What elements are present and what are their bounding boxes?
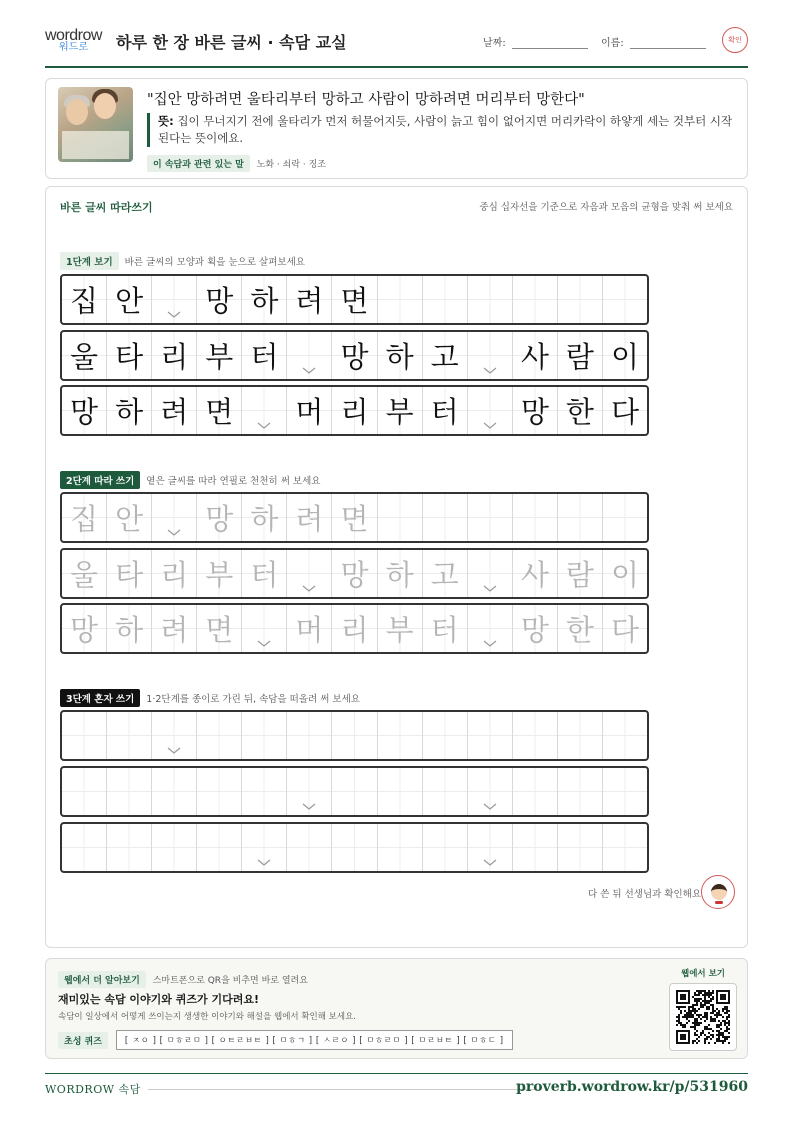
grid-cell[interactable] — [603, 824, 647, 871]
writing-row[interactable] — [60, 603, 649, 654]
glyph: 사 — [520, 558, 549, 592]
grid-cell[interactable] — [152, 550, 197, 597]
stage3-tag: 3단계 혼자 쓰기 — [60, 689, 140, 707]
qr-label: 웹에서 보기 — [681, 969, 726, 979]
glyph: 리 — [160, 558, 189, 592]
glyph: 려 — [160, 613, 189, 647]
grid-cell — [378, 276, 423, 323]
grid-cell[interactable] — [287, 605, 332, 652]
grid-cell[interactable] — [107, 550, 152, 597]
glyph: 리 — [160, 340, 189, 374]
name-field[interactable] — [601, 34, 706, 49]
glyph: 사 — [520, 340, 549, 374]
glyph: 하 — [385, 558, 414, 592]
grid-cell — [287, 276, 332, 323]
glyph: 이 — [610, 340, 639, 374]
glyph: 하 — [250, 284, 279, 318]
proverb-meaning — [147, 113, 737, 147]
space-mark-icon — [483, 803, 497, 811]
quiz-box: [ ㅈㅇ ] [ ㅁㅎㄹㅁ ] [ ㅇㅌㄹㅂㅌ ] [ ㅁㅎㄱ ] [ ㅅㄹㅇ ] [ ㅁㅎㄹㅁ ] [ ㅁㄹㅂㅌ ] [ ㅁㅎㄷ ] — [116, 1030, 513, 1050]
glyph: 리 — [340, 395, 369, 429]
grid-cell[interactable] — [287, 494, 332, 541]
glyph: 람 — [565, 558, 594, 592]
grid-cell[interactable] — [62, 494, 107, 541]
grid-cell[interactable] — [423, 712, 468, 759]
glyph: 망 — [70, 613, 99, 647]
grid-cell[interactable] — [378, 768, 423, 815]
space-mark-icon — [483, 859, 497, 867]
grid-cell[interactable] — [513, 824, 558, 871]
grid-cell — [378, 387, 423, 434]
date-field[interactable] — [483, 34, 588, 49]
writing-row[interactable] — [60, 548, 649, 599]
glyph: 울 — [70, 558, 99, 592]
grid-cell[interactable] — [242, 768, 287, 815]
grid-cell[interactable] — [423, 494, 468, 541]
grid-cell[interactable] — [513, 550, 558, 597]
grid-cell — [332, 332, 377, 379]
glyph: 하 — [115, 395, 144, 429]
date-line[interactable] — [512, 37, 588, 49]
stage1-desc: 바른 글씨의 모양과 획을 눈으로 살펴보세요 — [124, 257, 305, 268]
glyph: 려 — [295, 502, 324, 536]
stage1-tag: 1단계 보기 — [60, 252, 119, 270]
writing-row — [60, 385, 649, 436]
writing-row[interactable] — [60, 710, 649, 761]
glyph: 한 — [565, 613, 594, 647]
grid-cell[interactable] — [107, 494, 152, 541]
page-header — [45, 22, 748, 68]
grid-cell[interactable] — [197, 712, 242, 759]
name-line[interactable] — [630, 37, 706, 49]
grid-cell — [468, 276, 513, 323]
grid-cell — [62, 387, 107, 434]
writing-row[interactable] — [60, 492, 649, 543]
stage2-desc: 옅은 글씨를 따라 연필로 천천히 써 보세요 — [146, 476, 321, 487]
footer-divider — [148, 1089, 540, 1090]
web-tag: 웹에서 더 알아보기 — [58, 971, 146, 988]
glyph: 망 — [520, 395, 549, 429]
grid-cell[interactable] — [332, 605, 377, 652]
grid-cell — [603, 332, 647, 379]
footer-brand: WORDROW 속담 — [45, 1083, 141, 1096]
grid-cell[interactable] — [332, 494, 377, 541]
grid-cell[interactable] — [558, 605, 603, 652]
proverb-title: "집안 망하려면 울타리부터 망하고 사람이 망하려면 머리부터 망한다" — [147, 92, 585, 108]
writing-row[interactable] — [60, 822, 649, 873]
grid-cell — [242, 332, 287, 379]
grid-cell[interactable] — [423, 768, 468, 815]
space-mark-icon — [483, 367, 497, 375]
check-note: 다 쓴 뒤 선생님과 확인해요 — [588, 889, 702, 900]
glyph: 망 — [70, 395, 99, 429]
grid-cell[interactable] — [62, 712, 107, 759]
grid-cell — [242, 276, 287, 323]
glyph: 면 — [205, 613, 234, 647]
grid-cell — [152, 276, 197, 323]
grid-cell[interactable] — [513, 605, 558, 652]
grid-cell[interactable] — [197, 824, 242, 871]
proverb-illustration — [58, 87, 133, 162]
glyph: 머 — [295, 613, 324, 647]
writing-row — [60, 274, 649, 325]
related-row — [147, 155, 326, 172]
glyph: 집 — [70, 502, 99, 536]
proverb-card — [45, 78, 748, 179]
glyph: 터 — [430, 613, 459, 647]
grid-cell[interactable] — [62, 550, 107, 597]
grid-cell[interactable] — [287, 768, 332, 815]
glyph: 터 — [430, 395, 459, 429]
quiz-label: 초성 퀴즈 — [58, 1032, 108, 1049]
grid-cell[interactable] — [107, 768, 152, 815]
grid-cell[interactable] — [197, 605, 242, 652]
worksheet-title: 하루 한 장 바른 글씨 · 속담 교실 — [116, 33, 347, 52]
glyph: 부 — [385, 395, 414, 429]
stage3-desc: 1·2단계를 종이로 가린 뒤, 속담을 떠올려 써 보세요 — [146, 694, 360, 705]
check-stamp — [722, 27, 748, 53]
grid-cell[interactable] — [242, 712, 287, 759]
grid-cell — [107, 387, 152, 434]
grid-cell[interactable] — [107, 712, 152, 759]
glyph: 망 — [205, 502, 234, 536]
footer-rule — [45, 1073, 748, 1074]
grid-cell[interactable] — [603, 605, 647, 652]
glyph: 망 — [520, 613, 549, 647]
grid-cell[interactable] — [513, 712, 558, 759]
grid-cell[interactable] — [197, 768, 242, 815]
web-info-card — [45, 958, 748, 1059]
grid-cell — [107, 276, 152, 323]
glyph: 고 — [430, 340, 459, 374]
grid-cell[interactable] — [423, 605, 468, 652]
grid-cell — [62, 332, 107, 379]
grid-cell — [152, 387, 197, 434]
logo-wordmark: wordrow — [45, 27, 102, 44]
grid-cell[interactable] — [152, 494, 197, 541]
space-mark-icon — [483, 585, 497, 593]
grid-cell — [423, 387, 468, 434]
grid-cell[interactable] — [378, 494, 423, 541]
grid-cell[interactable] — [62, 605, 107, 652]
glyph: 망 — [340, 340, 369, 374]
grid-cell — [152, 332, 197, 379]
space-mark-icon — [167, 747, 181, 755]
meaning-label: 뜻: — [158, 114, 174, 128]
writing-row — [60, 330, 649, 381]
grid-cell — [287, 332, 332, 379]
grid-cell[interactable] — [603, 712, 647, 759]
grid-cell[interactable] — [603, 550, 647, 597]
grid-cell[interactable] — [62, 768, 107, 815]
grid-cell — [513, 387, 558, 434]
glyph: 안 — [115, 284, 144, 318]
grid-cell[interactable] — [468, 824, 513, 871]
space-mark-icon — [483, 640, 497, 648]
space-mark-icon — [167, 529, 181, 537]
grid-cell[interactable] — [558, 494, 603, 541]
practice-note: 중심 십자선을 기준으로 자음과 모음의 균형을 맞춰 써 보세요 — [479, 202, 733, 213]
grid-cell[interactable] — [423, 824, 468, 871]
grid-cell[interactable] — [242, 494, 287, 541]
grid-cell — [197, 276, 242, 323]
grid-cell[interactable] — [378, 824, 423, 871]
glyph: 망 — [205, 284, 234, 318]
grid-cell — [378, 332, 423, 379]
space-mark-icon — [257, 859, 271, 867]
stage1-header — [60, 252, 305, 270]
glyph: 다 — [610, 613, 639, 647]
glyph: 리 — [340, 613, 369, 647]
grid-cell — [558, 387, 603, 434]
grid-cell[interactable] — [513, 494, 558, 541]
stage3-header — [60, 689, 360, 707]
grid-cell — [513, 332, 558, 379]
grid-cell[interactable] — [152, 605, 197, 652]
grid-cell[interactable] — [468, 768, 513, 815]
grid-cell[interactable] — [423, 550, 468, 597]
space-mark-icon — [483, 422, 497, 430]
glyph: 면 — [340, 284, 369, 318]
grid-cell — [242, 387, 287, 434]
web-tag-row — [58, 971, 308, 988]
grid-cell — [468, 332, 513, 379]
glyph: 터 — [250, 558, 279, 592]
grid-cell — [423, 332, 468, 379]
glyph: 하 — [385, 340, 414, 374]
grid-cell[interactable] — [332, 768, 377, 815]
space-mark-icon — [167, 311, 181, 319]
grid-cell — [287, 387, 332, 434]
grid-cell[interactable] — [468, 712, 513, 759]
name-label: 이름: — [601, 38, 624, 49]
grid-cell — [107, 332, 152, 379]
date-label: 날짜: — [483, 38, 506, 49]
glyph: 터 — [250, 340, 279, 374]
grid-cell[interactable] — [242, 550, 287, 597]
glyph: 면 — [340, 502, 369, 536]
grid-cell[interactable] — [62, 824, 107, 871]
glyph: 집 — [70, 284, 99, 318]
grid-cell — [603, 276, 647, 323]
glyph: 부 — [205, 558, 234, 592]
stage2-header — [60, 471, 320, 489]
grid-cell[interactable] — [513, 768, 558, 815]
grid-cell[interactable] — [197, 550, 242, 597]
grid-cell[interactable] — [468, 605, 513, 652]
grid-cell — [468, 387, 513, 434]
teacher-stamp-icon — [701, 875, 735, 909]
grid-cell — [62, 276, 107, 323]
grid-cell[interactable] — [107, 824, 152, 871]
grid-cell[interactable] — [468, 494, 513, 541]
stamp-text: 확인 — [728, 36, 742, 44]
meaning-text: 집이 무너지기 전에 울타리가 먼저 허물어지듯, 사람이 늙고 힘이 없어지면 머리카락이 하얗게 세는 것부터 시작된다는 뜻이에요. — [158, 114, 733, 145]
grid-cell[interactable] — [152, 768, 197, 815]
space-mark-icon — [302, 803, 316, 811]
grid-cell — [197, 332, 242, 379]
glyph: 울 — [70, 340, 99, 374]
grid-cell[interactable] — [332, 824, 377, 871]
grid-cell[interactable] — [558, 550, 603, 597]
grid-cell[interactable] — [107, 605, 152, 652]
grid-cell — [332, 276, 377, 323]
glyph: 타 — [115, 558, 144, 592]
grid-cell — [332, 387, 377, 434]
glyph: 안 — [115, 502, 144, 536]
glyph: 머 — [295, 395, 324, 429]
writing-row[interactable] — [60, 766, 649, 817]
glyph: 하 — [115, 613, 144, 647]
grid-cell — [558, 276, 603, 323]
grid-cell[interactable] — [558, 824, 603, 871]
grid-cell — [197, 387, 242, 434]
space-mark-icon — [302, 367, 316, 375]
grid-cell[interactable] — [152, 824, 197, 871]
glyph: 한 — [565, 395, 594, 429]
grid-cell[interactable] — [332, 550, 377, 597]
grid-cell[interactable] — [197, 494, 242, 541]
grid-cell — [558, 332, 603, 379]
grid-cell[interactable] — [242, 824, 287, 871]
glyph: 하 — [250, 502, 279, 536]
glyph: 려 — [295, 284, 324, 318]
grid-cell[interactable] — [332, 712, 377, 759]
glyph: 망 — [340, 558, 369, 592]
footer-url[interactable]: proverb.wordrow.kr/p/531960 — [516, 1079, 748, 1095]
qr-svg — [676, 990, 730, 1044]
space-mark-icon — [302, 585, 316, 593]
stage2-tag: 2단계 따라 쓰기 — [60, 471, 140, 489]
grid-cell[interactable] — [287, 550, 332, 597]
grid-cell[interactable] — [378, 605, 423, 652]
web-headline: 재미있는 속담 이야기와 퀴즈가 기다려요! — [58, 993, 259, 1006]
glyph: 타 — [115, 340, 144, 374]
grid-cell[interactable] — [287, 824, 332, 871]
wordrow-logo — [45, 28, 107, 58]
web-desc: 속담이 일상에서 어떻게 쓰이는지 생생한 이야기와 해설을 웹에서 확인해 보세요. — [58, 1012, 356, 1022]
related-tag: 이 속담과 관련 있는 말 — [147, 155, 250, 172]
grid-cell — [603, 387, 647, 434]
grid-cell[interactable] — [603, 768, 647, 815]
grid-cell — [423, 276, 468, 323]
glyph: 고 — [430, 558, 459, 592]
practice-title: 바른 글씨 따라쓰기 — [60, 201, 153, 214]
web-tag-sub: 스마트폰으로 QR을 비추면 바로 열려요 — [152, 976, 308, 986]
space-mark-icon — [257, 422, 271, 430]
chosung-quiz — [58, 1030, 513, 1050]
qr-code-icon[interactable] — [669, 983, 737, 1051]
grid-cell[interactable] — [558, 768, 603, 815]
logo-korean: 워드로 — [59, 42, 88, 53]
grid-cell[interactable] — [242, 605, 287, 652]
glyph: 람 — [565, 340, 594, 374]
grid-cell[interactable] — [603, 494, 647, 541]
glyph: 부 — [205, 340, 234, 374]
grid-cell — [513, 276, 558, 323]
glyph: 면 — [205, 395, 234, 429]
glyph: 다 — [610, 395, 639, 429]
grid-cell[interactable] — [287, 712, 332, 759]
related-words: 노화 · 쇠락 · 징조 — [256, 160, 326, 170]
space-mark-icon — [257, 640, 271, 648]
grid-cell[interactable] — [378, 712, 423, 759]
glyph: 이 — [610, 558, 639, 592]
grid-cell[interactable] — [558, 712, 603, 759]
glyph: 부 — [385, 613, 414, 647]
grid-cell[interactable] — [378, 550, 423, 597]
grid-cell[interactable] — [468, 550, 513, 597]
glyph: 려 — [160, 395, 189, 429]
grid-cell[interactable] — [152, 712, 197, 759]
